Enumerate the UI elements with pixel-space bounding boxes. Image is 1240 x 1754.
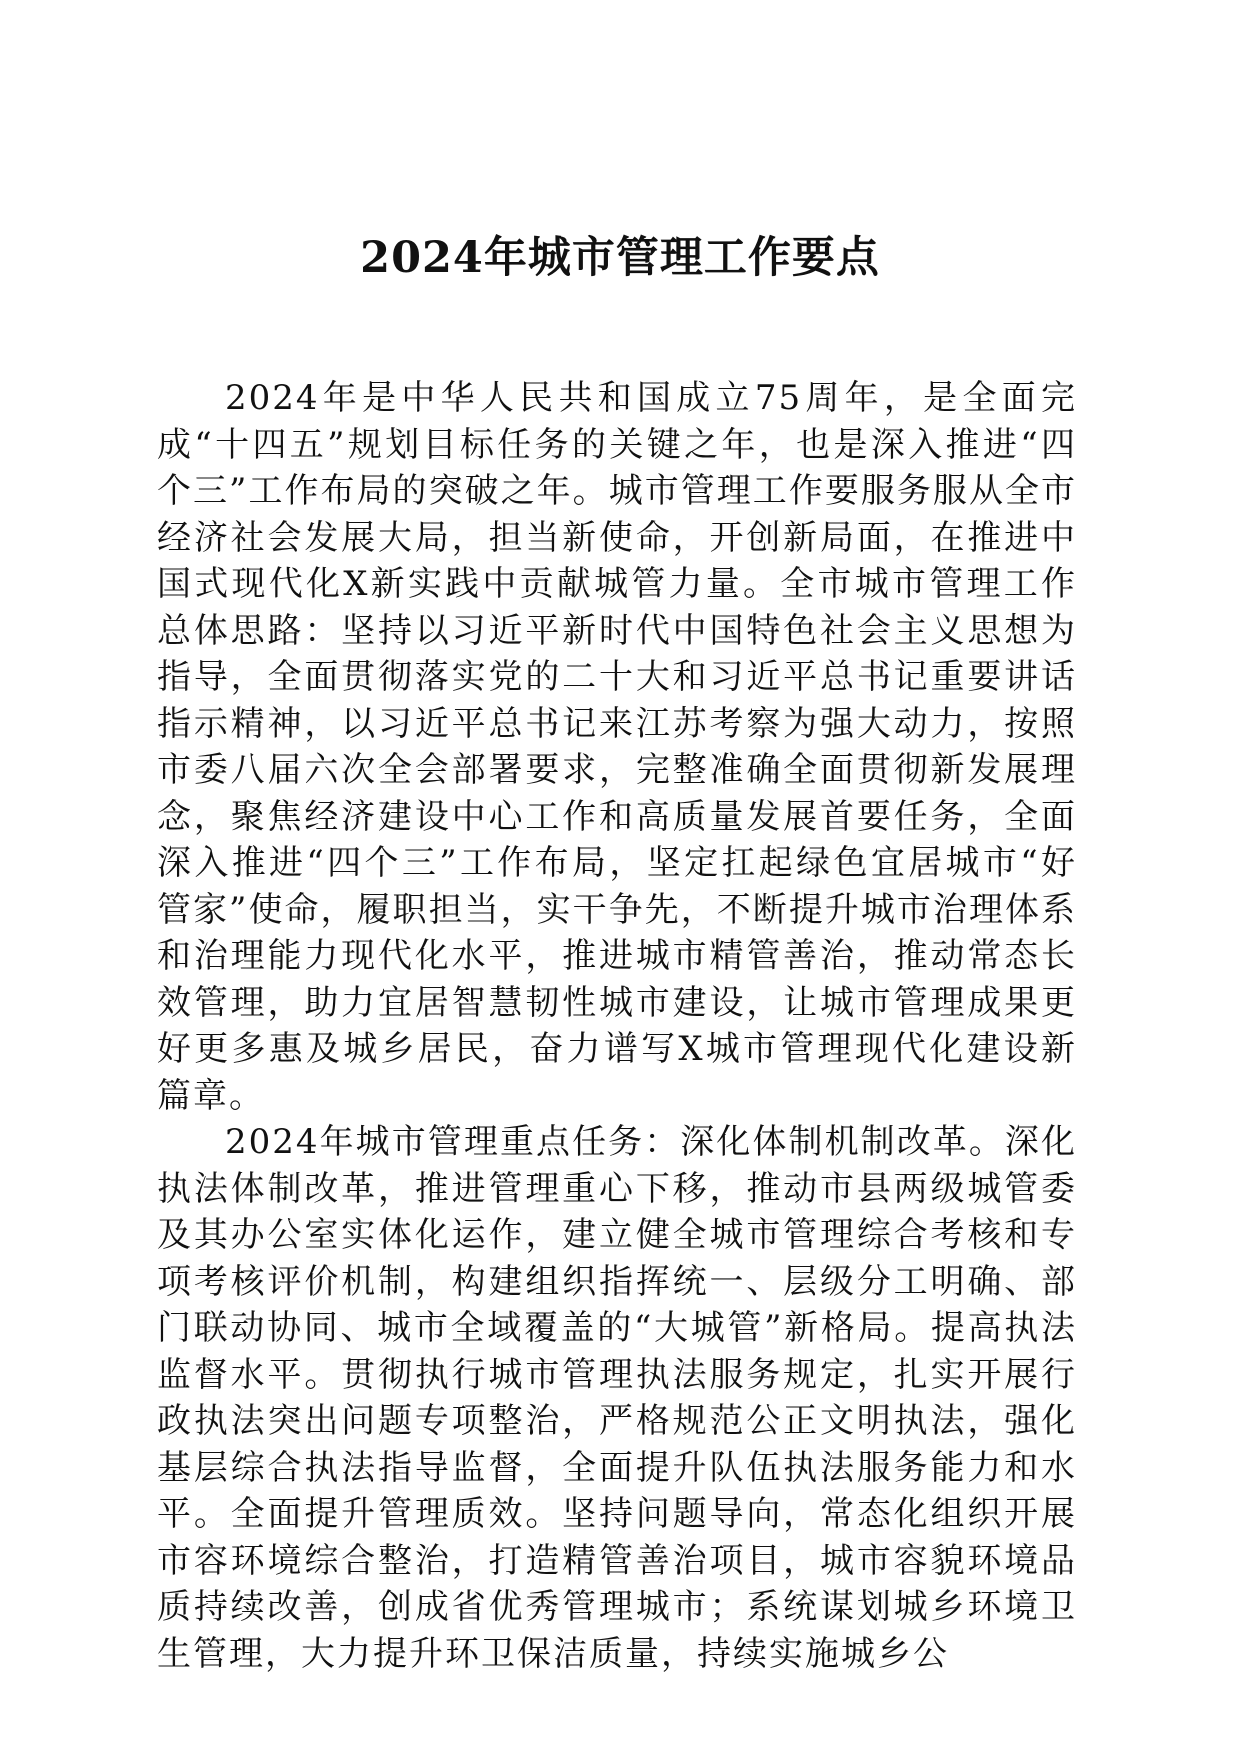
document-title: 2024年城市管理工作要点 [360, 233, 880, 283]
document-body [157, 375, 1077, 1677]
paragraph-overview: 2024年是中华人民共和国成立75周年，是全面完成“十四五”规划目标任务的关键之年，也是深入推进“四个三”工作布局的突破之年。城市管理工作要服务服从全市经济社会发展大局，担当新使命，开创新局面，在推进中国式现代化X新实践中贡献城管力量。全市城市管理工作总体思路：坚持以习近平新时代中国特色社会主义思想为指导，全面贯彻落实党的二十大和习近平总书记重要讲话指示精神，以习近平总书记来江苏考察为强大动力，按照市委八届六次全会部署要求，完整准确全面贯彻新发展理念，聚焦经济建设中心工作和高质量发展首要任务，全面深入推进“四个三”工作布局，坚定扛起绿色宜居城市“好管家”使命，履职担当，实干争先，不断提升城市治理体系和治理能力现代化水平，推进城市精管善治，推动常态长效管理，助力宜居智慧韧性城市建设，让城市管理成果更好更多惠及城乡居民，奋力谱写X城市管理现代化建设新篇章。 [157, 378, 1077, 1116]
paragraph-key-tasks: 2024年城市管理重点任务：深化体制机制改革。深化执法体制改革，推进管理重心下移，推动市县两级城管委及其办公室实体化运作，建立健全城市管理综合考核和专项考核评价机制，构建组织指挥统一、层级分工明确、部门联动协同、城市全域覆盖的“大城管”新格局。提高执法监督水平。贯彻执行城市管理执法服务规定，扎实开展行政执法突出问题专项整治，严格规范公正文明执法，强化基层综合执法指导监督，全面提升队伍执法服务能力和水平。全面提升管理质效。坚持问题导向，常态化组织开展市容环境综合整治，打造精管善治项目，城市容貌环境品质持续改善，创成省优秀管理城市；系统谋划城乡环境卫生管理，大力提升环卫保洁质量，持续实施城乡公 [157, 1122, 1077, 1674]
